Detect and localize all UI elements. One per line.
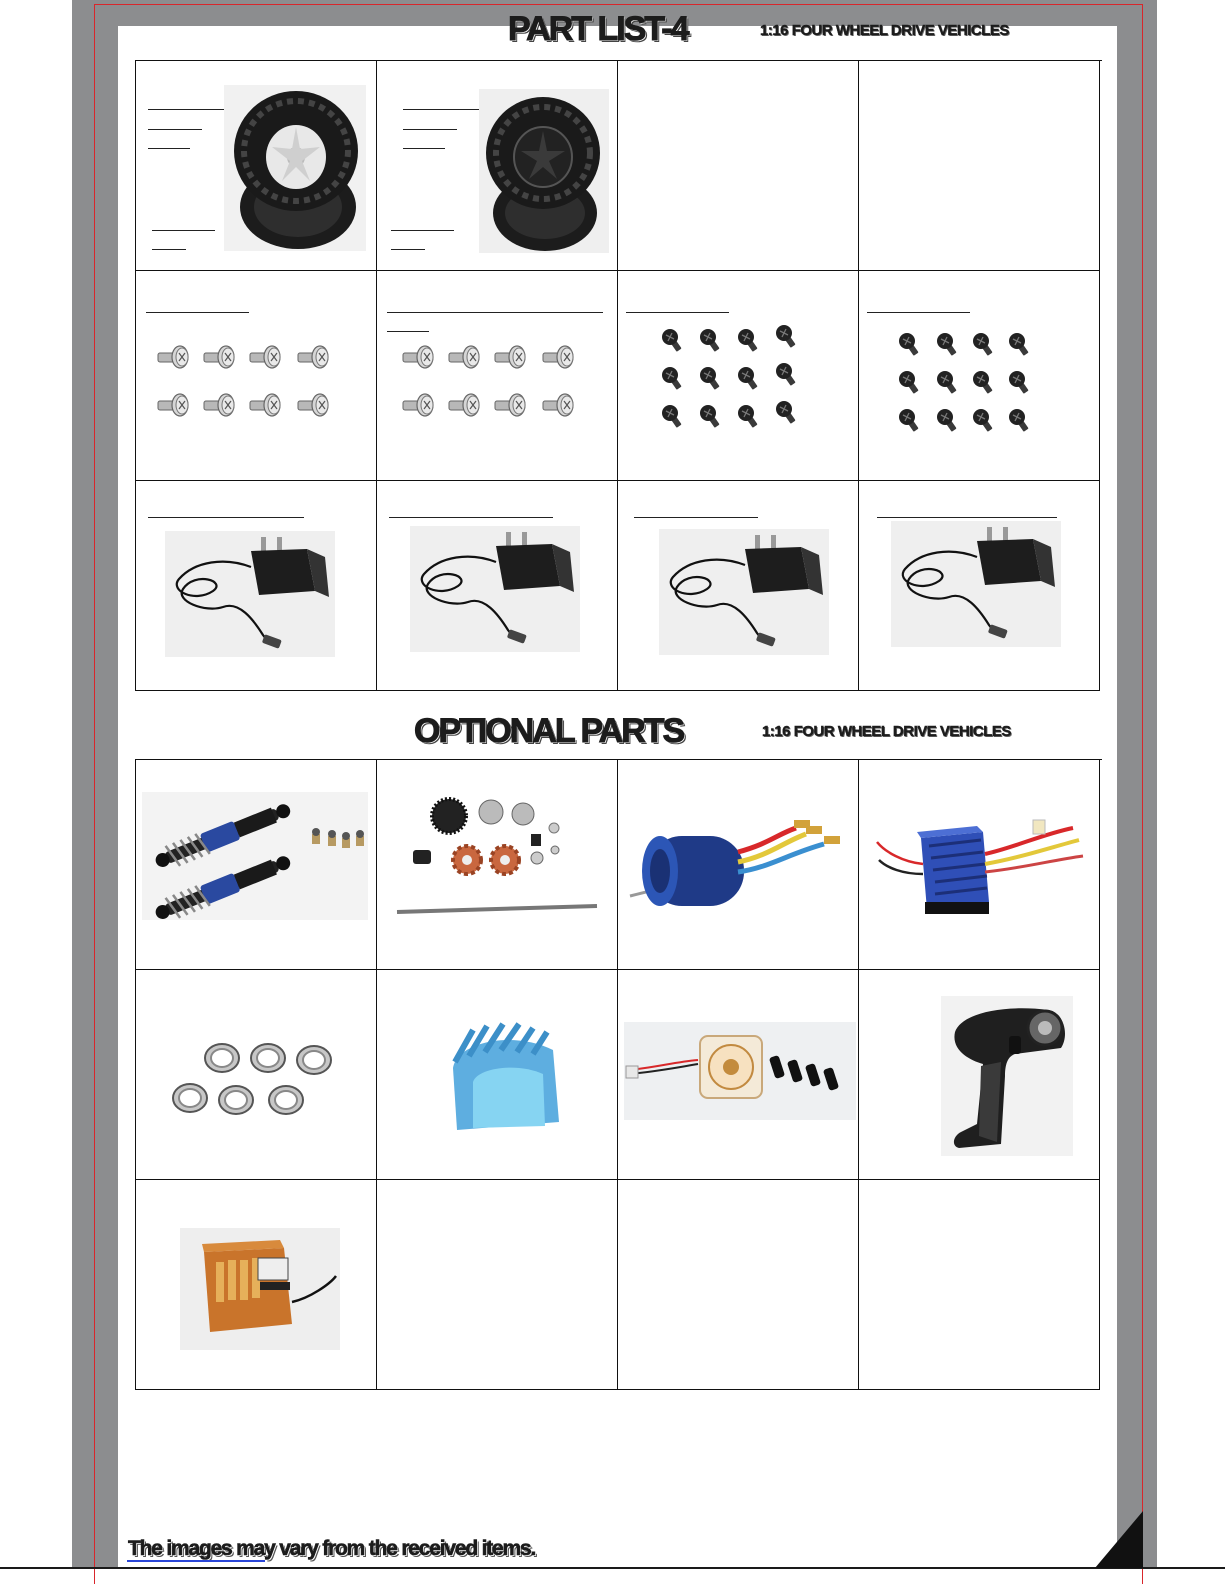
- part-cell-silver-screws-a: [136, 271, 377, 481]
- part-cell-charger-4: [859, 481, 1100, 691]
- motor-heatsink-icon: [433, 1022, 573, 1132]
- optional-cell-empty-1: [377, 1180, 618, 1390]
- wall-charger-icon: [410, 526, 580, 652]
- part-cell-silver-screws-b: [377, 271, 618, 481]
- black-screws-icon: [656, 319, 806, 429]
- optional-parts-grid: [135, 759, 1102, 1390]
- esc-controller-icon: [873, 808, 1093, 924]
- brushless-motor-icon: [628, 796, 848, 926]
- part-cell-black-screws-b: [859, 271, 1100, 481]
- optional-cell-esc: [859, 760, 1100, 970]
- wall-charger-icon: [659, 529, 829, 655]
- page-subtitle: 1:16 FOUR WHEEL DRIVE VEHICLES: [760, 22, 1009, 39]
- bottom-rule: [0, 1567, 1225, 1569]
- wall-charger-icon: [891, 521, 1061, 647]
- part-cell-black-screws-a: [618, 271, 859, 481]
- transmitter-icon: [941, 996, 1073, 1156]
- page-corner-triangle: [1095, 1511, 1143, 1568]
- optional-parts-subtitle: 1:16 FOUR WHEEL DRIVE VEHICLES: [762, 723, 1011, 740]
- footer-disclaimer: The images may vary from the received items.: [128, 1537, 536, 1560]
- wall-charger-icon: [165, 531, 335, 657]
- shock-absorbers-icon: [142, 792, 368, 920]
- part-cell-charger-3: [618, 481, 859, 691]
- white-wheel-tire-pair-icon: [224, 85, 366, 251]
- part-cell-empty-2: [859, 61, 1100, 271]
- silver-washer-screws-icon: [401, 337, 587, 427]
- optional-cell-motor: [618, 760, 859, 970]
- black-wheel-tire-pair-icon: [479, 89, 609, 253]
- silver-washer-screws-icon: [156, 337, 342, 427]
- cooling-fan-icon: [624, 1022, 856, 1120]
- part-cell-white-wheels: [136, 61, 377, 271]
- part-cell-empty-1: [618, 61, 859, 271]
- optional-cell-slipper: [377, 760, 618, 970]
- page-title: PART LIST-4: [508, 10, 688, 48]
- part-cell-charger-1: [136, 481, 377, 691]
- footer-link-underline: [127, 1560, 265, 1562]
- optional-cell-transmitter: [859, 970, 1100, 1180]
- optional-cell-empty-2: [618, 1180, 859, 1390]
- optional-cell-receiver: [136, 1180, 377, 1390]
- optional-parts-title: OPTIONAL PARTS: [414, 712, 684, 750]
- optional-cell-heatsink: [377, 970, 618, 1180]
- part-cell-black-wheels: [377, 61, 618, 271]
- part-cell-charger-2: [377, 481, 618, 691]
- part-list-grid: [135, 60, 1102, 691]
- black-screws-icon: [893, 325, 1043, 435]
- optional-cell-empty-3: [859, 1180, 1100, 1390]
- optional-cell-bearings: [136, 970, 377, 1180]
- slipper-clutch-gear-set-icon: [391, 796, 603, 924]
- receiver-icon: [180, 1228, 340, 1350]
- optional-cell-fan: [618, 970, 859, 1180]
- optional-cell-shocks: [136, 760, 377, 970]
- ball-bearings-icon: [172, 1040, 334, 1130]
